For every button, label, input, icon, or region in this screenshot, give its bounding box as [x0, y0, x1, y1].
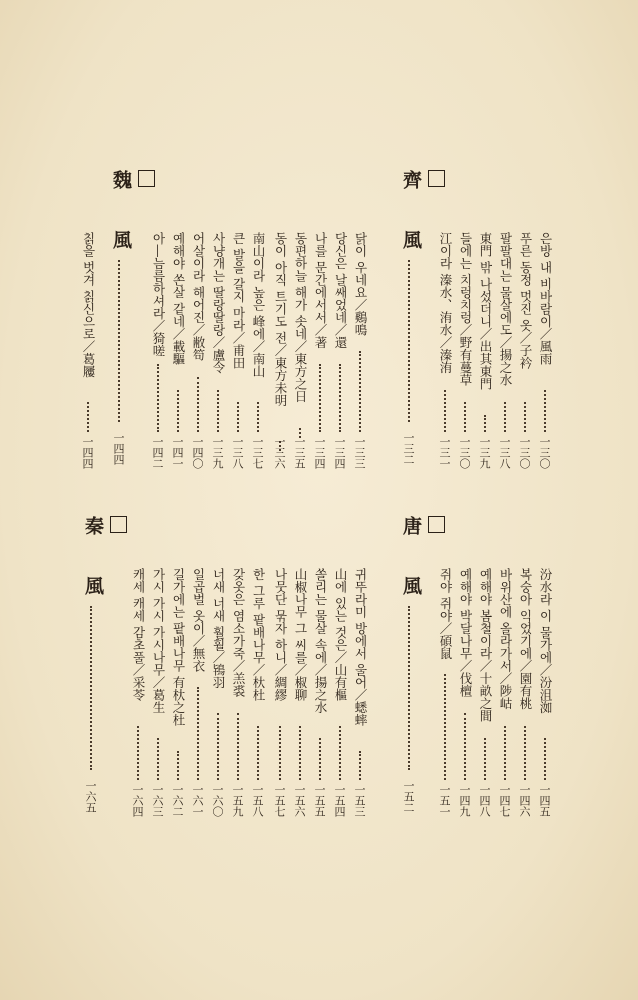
toc-entry-title[interactable]: 山에 있는 것은／山有樞 [333, 568, 348, 701]
toc-entry-title[interactable]: 닭이 우네요／鷄鳴 [353, 232, 368, 336]
section-suffix: 風 [400, 576, 422, 595]
leader-dots [544, 390, 546, 432]
heading-box-icon [110, 516, 127, 533]
toc-entry-title[interactable]: 당신은 날쌔었네／還 [333, 232, 348, 349]
toc-entry-page: 一六〇 [211, 784, 224, 817]
leader-dots [359, 751, 361, 780]
toc-entry-title[interactable]: 쥐야 쥐야／碩鼠 [438, 568, 453, 660]
leader-dots [319, 738, 321, 780]
toc-entry-title[interactable]: 귀뚜라미 방에서 울어／蟋蟀 [353, 568, 368, 726]
toc-entry-page: 一四五 [538, 784, 551, 817]
leader-dots [197, 377, 199, 432]
toc-entry-title[interactable]: 사냥개는 딸랑딸랑／盧令 [211, 232, 226, 374]
toc-entry-page: 一五八 [251, 784, 264, 817]
toc-entry-title[interactable]: 푸른 동정 멋진 옷／子衿 [518, 232, 533, 369]
toc-entry-title[interactable]: 일곱벌 옷이／無衣 [191, 568, 206, 672]
toc-entry-page: 一三〇 [538, 436, 551, 469]
toc-entry-page: 一三〇 [518, 436, 531, 469]
section-name: 秦 [82, 516, 104, 535]
toc-entry-page: 一四二 [151, 436, 164, 469]
toc-entry-title[interactable]: 예해야 쏜살 같네／載驅 [171, 232, 186, 365]
toc-entry-title[interactable]: 汾水라 이 물가에／汾沮洳 [538, 568, 553, 714]
section-suffix: 風 [400, 230, 422, 249]
toc-entry-page: 一五九 [231, 784, 244, 817]
section-page: 一四四 [112, 432, 125, 465]
toc-entry-page: 一三五 [293, 436, 306, 469]
toc-entry-page: 一五三 [353, 784, 366, 817]
toc-entry-page: 一四四 [81, 436, 94, 469]
leader-dots [319, 364, 321, 432]
leader-dots [237, 402, 239, 432]
leader-dots [90, 606, 92, 770]
toc-entry-title[interactable]: 동이 아직 트기도 전／東方未明 [273, 232, 288, 407]
toc-entry-page: 一四九 [458, 784, 471, 817]
toc-entry-page: 一六一 [191, 784, 204, 817]
section-page: 一六五 [84, 780, 97, 813]
section-page: 一三二 [402, 432, 415, 465]
toc-entry-title[interactable]: 예해야 박달나무／伐檀 [458, 568, 473, 697]
leader-dots [177, 390, 179, 432]
toc-entry-title[interactable]: 칡을 벗겨 칡신으로／葛屨 [81, 232, 96, 378]
leader-dots [504, 726, 506, 780]
toc-entry-page: 一六四 [131, 784, 144, 817]
leader-dots [544, 738, 546, 780]
toc-entry-page: 一三四 [333, 436, 346, 469]
toc-entry-page: 一三六 [273, 436, 286, 469]
section-name: 齊 [400, 170, 422, 189]
leader-dots [87, 402, 89, 432]
toc-entry-title[interactable]: 큰 발을 갈지 마라／甫田 [231, 232, 246, 369]
toc-entry-title[interactable]: 바위산에 올라가서／陟岵 [498, 568, 513, 710]
toc-entry-page: 一三八 [231, 436, 244, 469]
leader-dots [279, 726, 281, 780]
leader-dots [157, 738, 159, 780]
leader-dots [408, 260, 410, 422]
toc-entry-page: 一四六 [518, 784, 531, 817]
section-heading [80, 516, 129, 537]
toc-entry-title[interactable]: 너새 너새 훨훨／鴇羽 [211, 568, 226, 689]
toc-entry-title[interactable]: 山椒나무 그 씨를／椒聊 [293, 568, 308, 701]
leader-dots [217, 390, 219, 432]
heading-box-icon [428, 170, 445, 187]
toc-entry-title[interactable]: 은방 내 비바람이／風雨 [538, 232, 553, 365]
leader-dots [118, 260, 120, 422]
leader-dots [237, 713, 239, 780]
leader-dots [177, 751, 179, 780]
toc-entry-title[interactable]: 나뭇단 묶자 하니／綢繆 [273, 568, 288, 701]
heading-box-icon [428, 516, 445, 533]
toc-entry-page: 一四一 [171, 436, 184, 469]
toc-entry-page: 一六二 [171, 784, 184, 817]
toc-entry-title[interactable]: 江이라 溱水、洧水／溱洧 [438, 232, 453, 374]
toc-entry-title[interactable]: 東門 밖 나섰더니／出其東門 [478, 232, 493, 390]
toc-entry-title[interactable]: 갖옷은 염소가죽／羔裘 [231, 568, 246, 697]
section-suffix: 風 [82, 576, 104, 595]
toc-entry-title[interactable]: 가시 가시 가시나무／葛生 [151, 568, 166, 714]
leader-dots [464, 713, 466, 780]
toc-entry-title[interactable]: 동편하늘 해가 솟네／東方之日 [293, 232, 308, 403]
toc-entry-page: 一四八 [478, 784, 491, 817]
toc-entry-page: 一三七 [251, 436, 264, 469]
leader-dots [257, 402, 259, 432]
toc-entry-page: 一三〇 [458, 436, 471, 469]
toc-entry-page: 一五五 [313, 784, 326, 817]
leader-dots [524, 402, 526, 432]
leader-dots [524, 726, 526, 780]
toc-entry-page: 一三九 [211, 436, 224, 469]
toc-entry-title[interactable]: 어살이라 해어진／敝笱 [191, 232, 206, 361]
section-suffix: 風 [110, 230, 132, 249]
toc-entry-page: 一五六 [293, 784, 306, 817]
leader-dots [339, 364, 341, 432]
leader-dots [157, 364, 159, 432]
leader-dots [408, 606, 410, 770]
toc-entry-title[interactable]: 쏠리는 물살 속에／揚之水 [313, 568, 328, 714]
leader-dots [444, 390, 446, 432]
leader-dots [257, 726, 259, 780]
leader-dots [484, 415, 486, 432]
section-page: 一五二 [402, 780, 415, 813]
leader-dots [484, 738, 486, 780]
leader-dots [464, 402, 466, 432]
toc-entry-title[interactable]: 팔팔대는 물살에도／揚之水 [498, 232, 513, 386]
toc-entry-page: 一五一 [438, 784, 451, 817]
toc-entry-title[interactable]: 나를 문간에서서／著 [313, 232, 328, 349]
toc-entry-title[interactable]: 한 그루 팥배나무／杕杜 [251, 568, 266, 701]
toc-entry-page: 一五四 [333, 784, 346, 817]
section-name: 唐 [400, 516, 422, 535]
toc-entry-title[interactable]: 복숭아 익었기에／園有桃 [518, 568, 533, 710]
leader-dots [299, 726, 301, 780]
toc-entry-page: 一四七 [498, 784, 511, 817]
leader-dots [359, 351, 361, 432]
leader-dots [217, 713, 219, 780]
toc-entry-page: 一三一 [438, 436, 451, 469]
section-name: 魏 [110, 170, 132, 189]
toc-entry-page: 一四〇 [191, 436, 204, 469]
leader-dots [339, 726, 341, 780]
toc-entry-page: 一三九 [478, 436, 491, 469]
toc-entry-page: 一五七 [273, 784, 286, 817]
section-heading [398, 516, 447, 537]
leader-dots [197, 687, 199, 780]
toc-entry-page: 一六三 [151, 784, 164, 817]
leader-dots [137, 726, 139, 780]
toc-entry-title[interactable]: 아―늠름하셔라／猗嗟 [151, 232, 166, 357]
toc-entry-title[interactable]: 길가에는 팥배나무 有杕之杜 [171, 568, 186, 726]
toc-entry-title[interactable]: 캐세 캐세 감초풀／采苓 [131, 568, 146, 701]
toc-entry-page: 一三八 [498, 436, 511, 469]
toc-entry-page: 一三三 [353, 436, 366, 469]
leader-dots [504, 402, 506, 432]
toc-entry-title[interactable]: 들에는 치렁치렁／野有蔓草 [458, 232, 473, 386]
leader-dots [444, 674, 446, 780]
toc-entry-page: 一三四 [313, 436, 326, 469]
toc-entry-title[interactable]: 예해야 봄철이라／十畝之間 [478, 568, 493, 722]
heading-box-icon [138, 170, 155, 187]
section-heading [398, 170, 447, 191]
toc-entry-title[interactable]: 南山이라 높은 峰에／南山 [251, 232, 266, 378]
section-heading [108, 170, 157, 191]
